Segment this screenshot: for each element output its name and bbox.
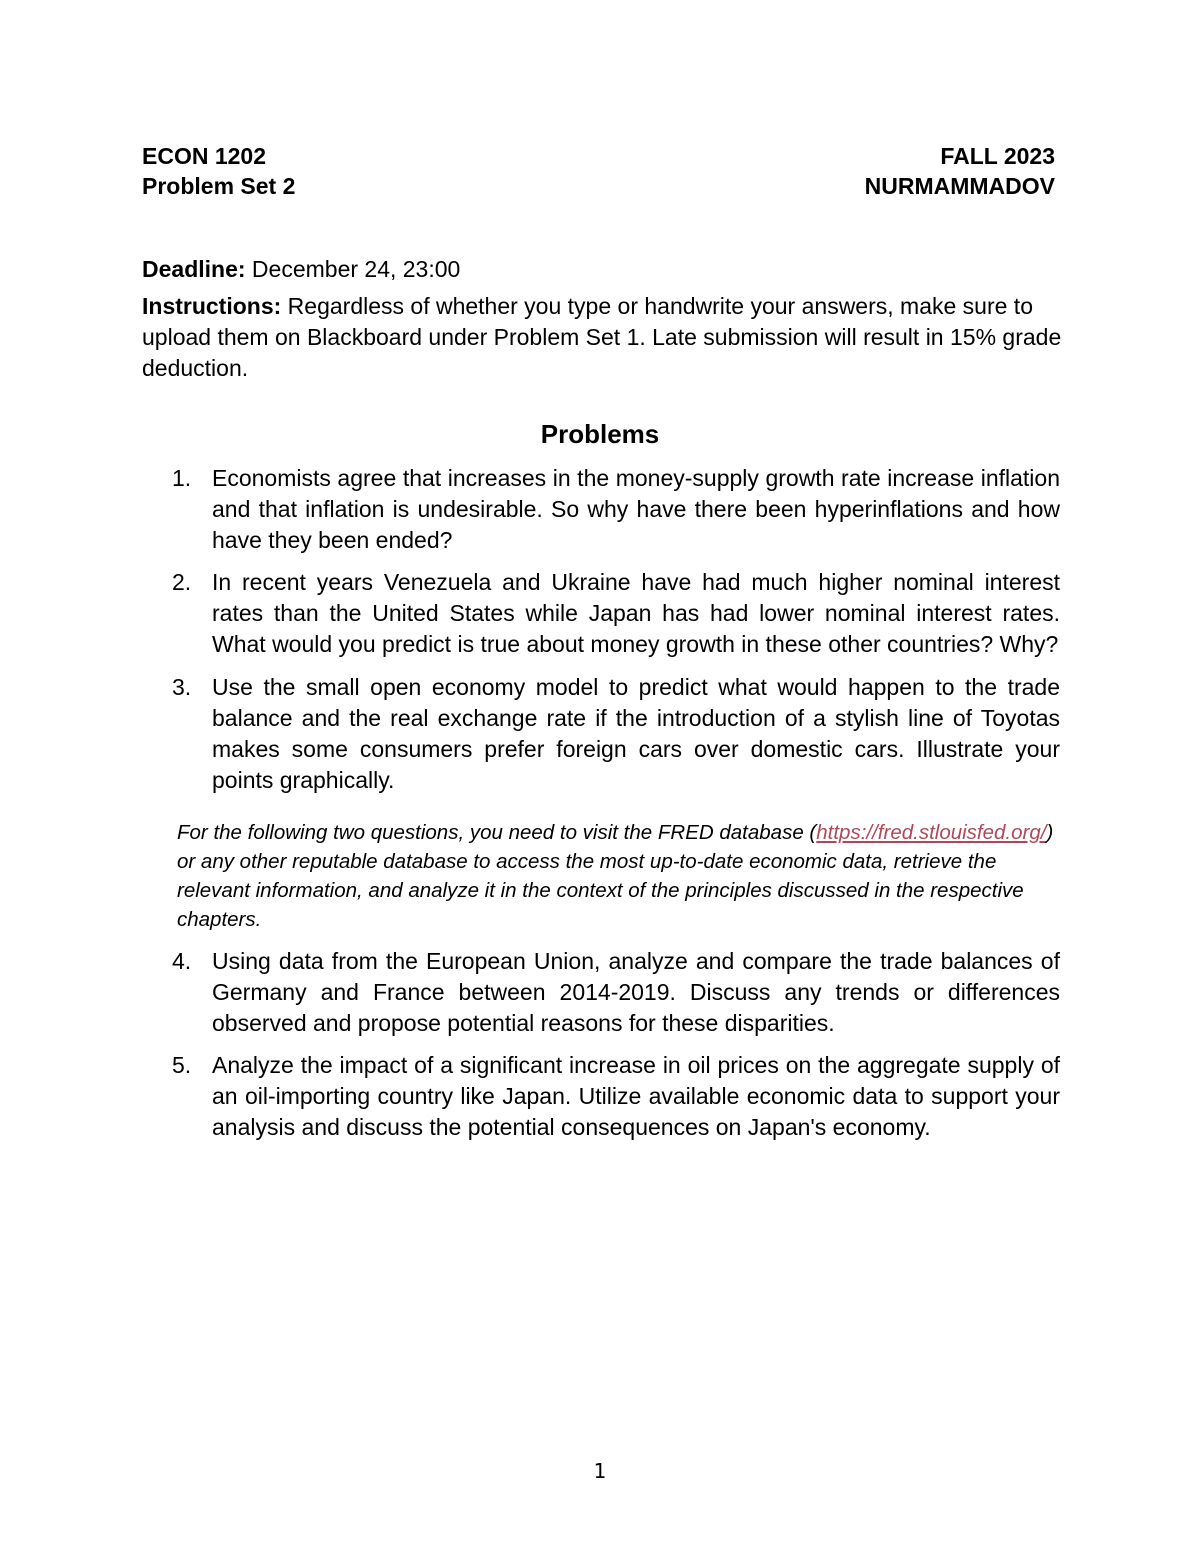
fred-link[interactable]: https://fred.stlouisfed.org/ xyxy=(816,821,1047,844)
term: FALL 2023 xyxy=(940,143,1055,169)
note-text-before: For the following two questions, you need to visit the FRED database ( xyxy=(177,821,817,844)
instructions-label: Instructions: xyxy=(142,293,282,319)
document-header xyxy=(142,141,1055,201)
problem-number: 2. xyxy=(172,569,192,595)
note-text-after: ) or any other reputable database to access the most up-to-date economic data, retrieve the relevant information, and analyze it in the context of the principles discussed in the respective chapters. xyxy=(177,821,1054,931)
problem-text: Economists agree that increases in the money-supply growth rate increase inflation and that inflation is undesirable. So why have there been hyperinflations and how have they been ended? xyxy=(212,465,1060,553)
problem-number: 5. xyxy=(172,1052,192,1078)
problem-text: Analyze the impact of a significant increase in oil prices on the aggregate supply of an oil-importing country like Japan. Utilize available economic data to support your analysis and discuss the potential consequences on Japan's economy. xyxy=(212,1052,1060,1140)
problem-number: 3. xyxy=(172,674,192,700)
section-title: Problems xyxy=(540,419,660,449)
header-row-top xyxy=(142,141,1055,171)
instructions-text: Regardless of whether you type or handwrite your answers, make sure to upload them on Blackboard under Problem Set 1. Late submission will result in 15% grade deduction. xyxy=(142,293,1062,381)
problem-text: In recent years Venezuela and Ukraine have had much higher nominal interest rates than the United States while Japan has had lower nominal interest rates. What would you predict is true about money growth in these other countries? Why? xyxy=(212,569,1060,657)
problem-number: 1. xyxy=(172,465,192,491)
data-source-note xyxy=(177,818,1057,934)
problem-text: Use the small open economy model to predict what would happen to the trade balance and the real exchange rate if the introduction of a stylish line of Toyotas makes some consumers prefer foreign cars over domestic cars. Illustrate your points graphically. xyxy=(212,674,1060,793)
instructor-name: NURMAMMADOV xyxy=(864,173,1055,199)
assignment-title: Problem Set 2 xyxy=(142,173,296,199)
deadline-line xyxy=(142,254,1062,285)
problem-item-1 xyxy=(172,463,1060,556)
deadline-value: December 24, 23:00 xyxy=(245,256,461,282)
problem-text: Using data from the European Union, analyze and compare the trade balances of Germany and France between 2014-2019. Discuss any trends or differences observed and propose potential reasons for these disparities. xyxy=(212,948,1060,1036)
problem-item-5 xyxy=(172,1050,1060,1143)
problem-item-3 xyxy=(172,672,1060,796)
page-number: 1 xyxy=(593,1459,607,1483)
problem-item-2 xyxy=(172,567,1060,660)
course-code: ECON 1202 xyxy=(142,143,267,169)
deadline-label: Deadline: xyxy=(142,256,246,282)
instructions-paragraph xyxy=(142,291,1062,384)
header-row-bottom xyxy=(142,171,1055,201)
problem-number: 4. xyxy=(172,948,192,974)
problem-item-4 xyxy=(172,946,1060,1039)
